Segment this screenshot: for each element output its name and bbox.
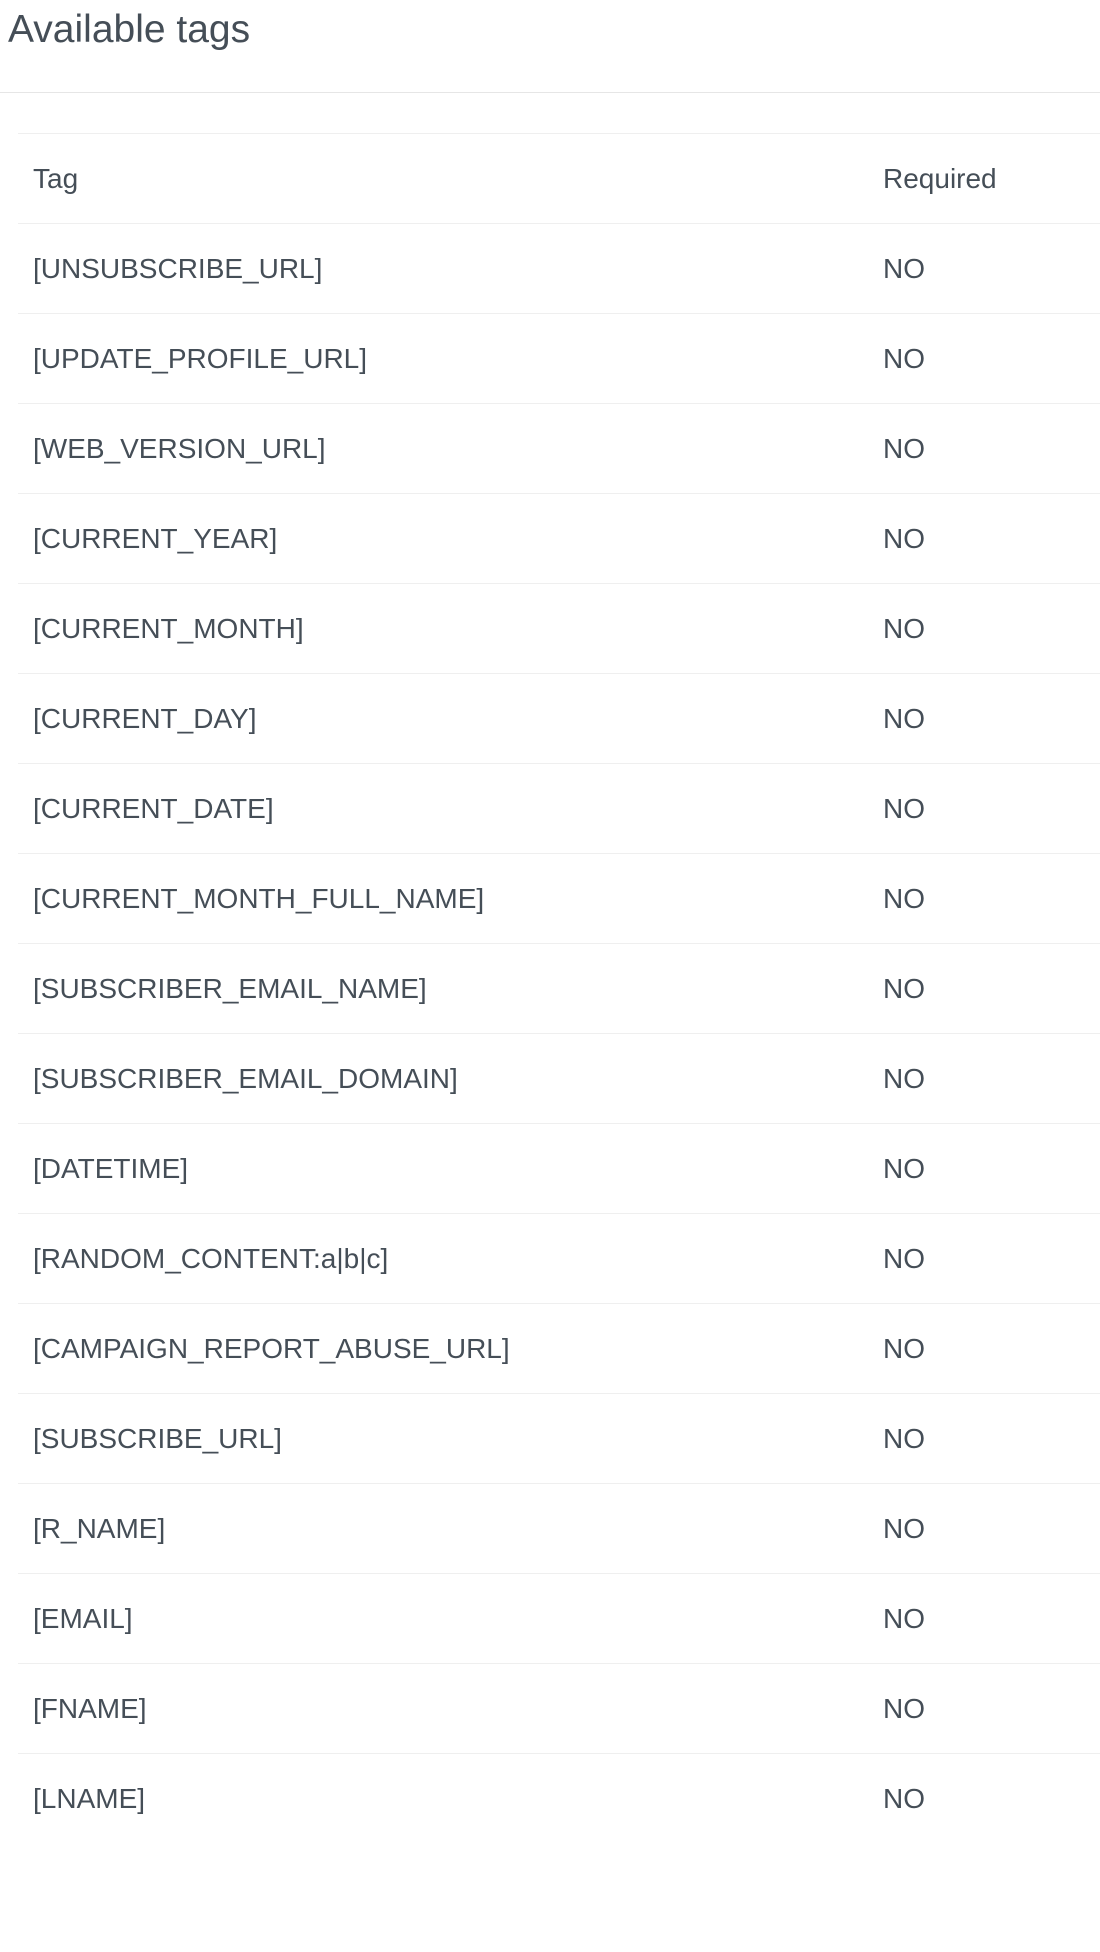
required-cell: NO bbox=[868, 674, 1100, 764]
table-row bbox=[18, 854, 1100, 944]
tag-cell: [CURRENT_DATE] bbox=[18, 764, 868, 854]
tag-cell: [DATETIME] bbox=[18, 1124, 868, 1214]
section-divider bbox=[0, 92, 1100, 93]
table-row bbox=[18, 1394, 1100, 1484]
tag-cell: [CURRENT_YEAR] bbox=[18, 494, 868, 584]
required-cell: NO bbox=[868, 404, 1100, 494]
tag-cell: [UPDATE_PROFILE_URL] bbox=[18, 314, 868, 404]
column-header-tag: Tag bbox=[18, 134, 868, 224]
tag-cell: [LNAME] bbox=[33, 1782, 146, 1814]
table-row bbox=[18, 1304, 1100, 1394]
tag-cell: [CURRENT_DAY] bbox=[18, 674, 868, 764]
required-cell: NO bbox=[868, 1034, 1100, 1124]
required-cell: NO bbox=[868, 314, 1100, 404]
tag-cell: [CURRENT_MONTH] bbox=[18, 584, 868, 674]
table-row bbox=[18, 1034, 1100, 1124]
table-row bbox=[18, 1124, 1100, 1214]
tag-cell: [WEB_VERSION_URL] bbox=[18, 404, 868, 494]
required-cell: NO bbox=[868, 1394, 1100, 1484]
available-tags-table bbox=[18, 133, 1100, 1844]
required-cell: NO bbox=[868, 854, 1100, 944]
tag-cell: [SUBSCRIBER_EMAIL_DOMAIN] bbox=[18, 1034, 868, 1124]
table-row bbox=[18, 674, 1100, 764]
required-cell: NO bbox=[868, 1484, 1100, 1574]
tag-cell: [SUBSCRIBE_URL] bbox=[18, 1394, 868, 1484]
table-body bbox=[18, 224, 1100, 1844]
table-row bbox=[18, 584, 1100, 674]
tag-cell: [R_NAME] bbox=[18, 1484, 868, 1574]
table-row bbox=[18, 1214, 1100, 1304]
tag-cell: [RANDOM_CONTENT:a|b|c] bbox=[18, 1214, 868, 1304]
table-header-row bbox=[18, 134, 1100, 224]
required-cell: NO bbox=[883, 1782, 925, 1814]
required-cell: NO bbox=[868, 1214, 1100, 1304]
table-row bbox=[18, 1484, 1100, 1574]
tag-cell: [EMAIL] bbox=[18, 1574, 868, 1664]
tag-cell: [SUBSCRIBER_EMAIL_NAME] bbox=[18, 944, 868, 1034]
table-row bbox=[18, 1664, 1100, 1754]
table-row bbox=[18, 314, 1100, 404]
required-cell: NO bbox=[868, 224, 1100, 314]
required-cell: NO bbox=[868, 1574, 1100, 1664]
required-cell: NO bbox=[868, 584, 1100, 674]
tag-cell: [CURRENT_MONTH_FULL_NAME] bbox=[18, 854, 868, 944]
required-cell: NO bbox=[868, 494, 1100, 584]
available-tags-table-container bbox=[18, 133, 1100, 1844]
required-cell: NO bbox=[868, 1124, 1100, 1214]
page-title: Available tags bbox=[8, 8, 251, 51]
column-header-required: Required bbox=[868, 134, 1100, 224]
table-row bbox=[18, 404, 1100, 494]
table-row bbox=[18, 944, 1100, 1034]
table-row bbox=[18, 494, 1100, 584]
tag-cell: [CAMPAIGN_REPORT_ABUSE_URL] bbox=[18, 1304, 868, 1394]
table-header bbox=[18, 134, 1100, 224]
tag-cell: [FNAME] bbox=[18, 1664, 868, 1754]
table-row bbox=[18, 764, 1100, 854]
required-cell: NO bbox=[868, 764, 1100, 854]
required-cell: NO bbox=[868, 944, 1100, 1034]
tag-cell: [UNSUBSCRIBE_URL] bbox=[18, 224, 868, 314]
required-cell: NO bbox=[868, 1664, 1100, 1754]
table-row bbox=[18, 224, 1100, 314]
table-row bbox=[18, 1574, 1100, 1664]
required-cell: NO bbox=[868, 1304, 1100, 1394]
table-row bbox=[18, 1754, 1100, 1844]
